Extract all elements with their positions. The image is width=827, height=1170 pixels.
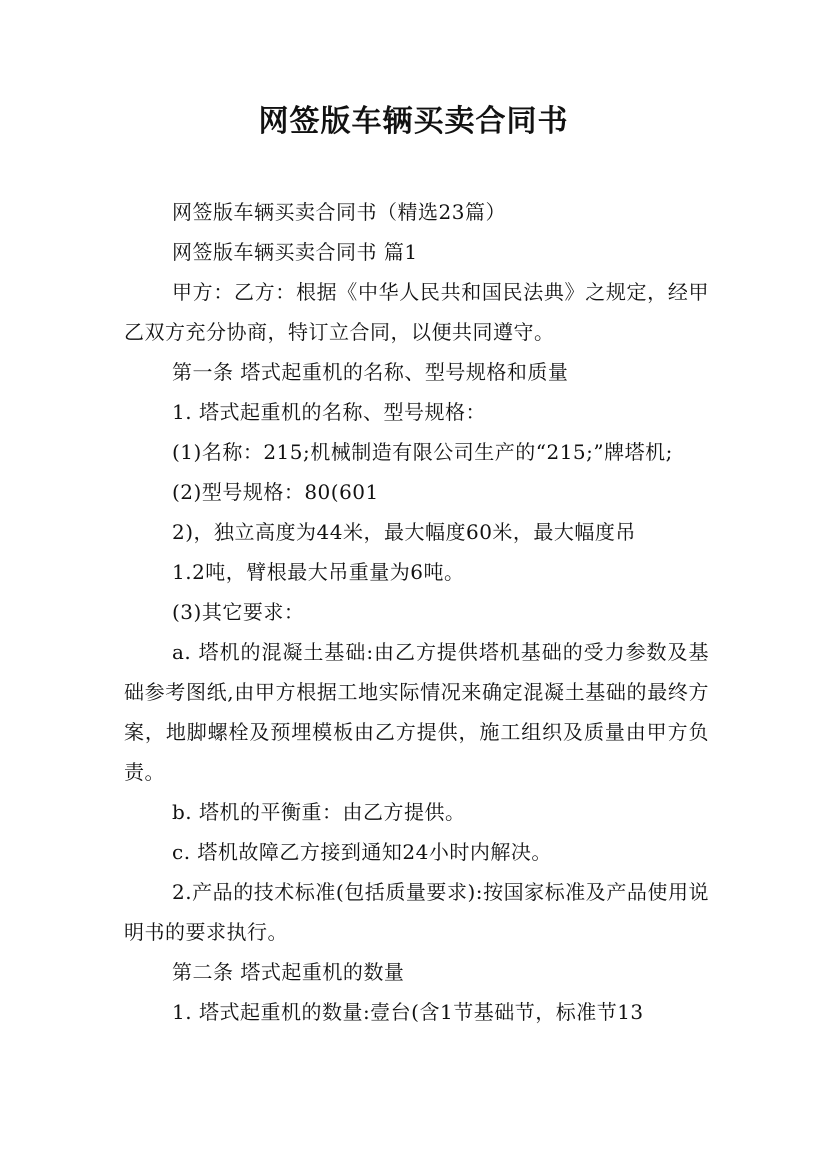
paragraph: 2.产品的技术标准(包括质量要求):按国家标准及产品使用说明书的要求执行。 xyxy=(124,880,709,944)
paragraph: b. 塔机的平衡重：由乙方提供。 xyxy=(172,800,466,824)
paragraph-section-heading: 网签版车辆买卖合同书 篇1 xyxy=(172,240,418,264)
paragraph: (2)型号规格：80(601 xyxy=(172,480,379,504)
document-body xyxy=(124,192,709,1032)
article-heading: 第一条 塔式起重机的名称、型号规格和质量 xyxy=(172,360,569,384)
paragraph: 2)，独立高度为44米，最大幅度60米，最大幅度吊 xyxy=(172,520,636,544)
paragraph: a. 塔机的混凝土基础:由乙方提供塔机基础的受力参数及基础参考图纸,由甲方根据工地实际情况来确定混凝土基础的最终方案，地脚螺栓及预埋模板由乙方提供，施工组织及质量由甲方负责。 xyxy=(124,640,709,784)
paragraph: c. 塔机故障乙方接到通知24小时内解决。 xyxy=(172,840,552,864)
paragraph-subtitle: 网签版车辆买卖合同书（精选23篇） xyxy=(172,200,506,224)
paragraph: (1)名称：215;机械制造有限公司生产的“215;”牌塔机; xyxy=(172,440,673,464)
article-heading: 第二条 塔式起重机的数量 xyxy=(172,960,405,984)
document-title: 网签版车辆买卖合同书 xyxy=(258,104,569,139)
paragraph: 甲方：乙方：根据《中华人民共和国民法典》之规定，经甲乙双方充分协商，特订立合同，以便共同遵守。 xyxy=(124,280,709,344)
paragraph: 1.2吨，臂根最大吊重量为6吨。 xyxy=(172,560,465,584)
paragraph: 1. 塔式起重机的数量:壹台(含1节基础节，标准节13 xyxy=(172,1000,644,1024)
paragraph: (3)其它要求： xyxy=(172,600,305,624)
paragraph: 1. 塔式起重机的名称、型号规格： xyxy=(172,400,486,424)
